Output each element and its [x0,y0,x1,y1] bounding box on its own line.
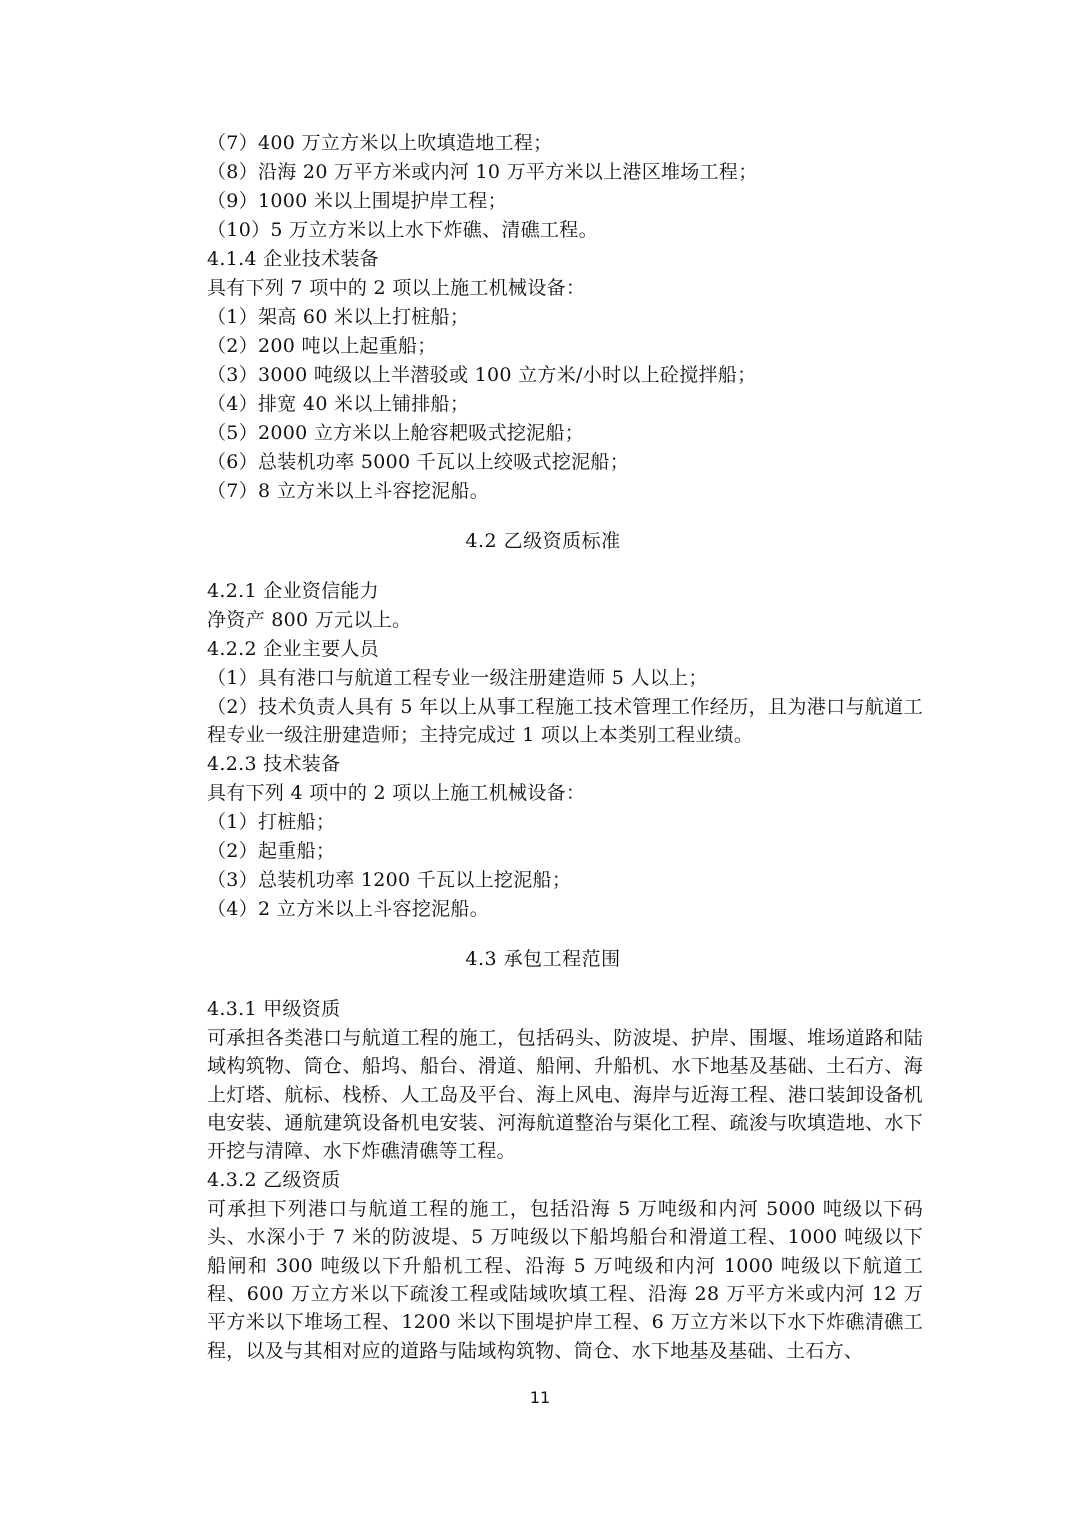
equipment-item-3: （3）3000 吨级以上半潜驳或 100 立方米/小时以上砼搅拌船； [207,364,757,386]
subsection-heading-4-3-2: 4.3.2 乙级资质 [207,1168,341,1191]
subsection-heading-4-2-1: 4.2.1 企业资信能力 [207,580,379,602]
equipment-item-5: （5）2000 立方米以上舱容耙吸式挖泥船； [207,422,585,444]
equipment-item-4: （4）排宽 40 米以上铺排船； [207,393,470,415]
equipment-b-item-3: （3）总装机功率 1200 千瓦以上挖泥船； [207,868,572,891]
subsection-heading-4-1-4: 4.1.4 企业技术装备 [207,248,379,270]
equipment-intro-4-1-4: 具有下列 7 项中的 2 项以上施工机械设备： [207,277,586,299]
grade-a-scope-text: 可承担各类港口与航道工程的施工，包括码头、防波堤、护岸、围堰、堆场道路和陆域构筑物、筒仓、船坞、船台、滑道、船闸、升船机、水下地基及基础、土石方、海上灯塔、航标、栈桥、人工岛及平台、海上风电、海岸与近海工程、港口装卸设备机电安装、通航建筑设备机电安装、河海航道整治与渠化工程、疏浚与吹填造地、水下开挖与清障、水下炸礁清礁等工程。 [207,1026,923,1163]
page-number: 11 [529,1388,551,1407]
works-item-7: （7）400 万立方米以上吹填造地工程； [207,132,553,154]
equipment-item-6: （6）总装机功率 5000 千瓦以上绞吸式挖泥船； [207,451,630,473]
equipment-item-7: （7）8 立方米以上斗容挖泥船。 [207,480,490,502]
grade-b-scope-text: 可承担下列港口与航道工程的施工，包括沿海 5 万吨级和内河 5000 吨级以下码头、水深小于 7 米的防波堤、5 万吨级以下船坞船台和滑道工程、1000 吨级以下船闸和 300 吨级以下升船机工程、沿海 5 万吨级和内河 1000 吨级以下航道工程、600 万立方米以下疏浚工程或陆域吹填工程、沿海 28 万平方米或内河 12 万平方米以下堆场工程、1200 米以下围堤护岸工程、6 万立方米以下水下炸礁清礁工程，以及与其相对应的道路与陆域构筑物、筒仓、水下地基及基础、土石方、 [207,1197,923,1362]
works-item-8: （8）沿海 20 万平方米或内河 10 万平方米以上港区堆场工程； [207,161,758,183]
personnel-item-2 [163,693,923,750]
grade-b-scope [163,1195,923,1365]
equipment-item-1: （1）架高 60 米以上打桩船； [207,306,470,328]
section-title-4-3: 4.3 承包工程范围 [465,947,621,970]
grade-a-scope [163,1024,923,1166]
page-content [163,129,923,1365]
works-item-9: （9）1000 米以上围堤护岸工程； [207,190,507,212]
section-title-4-2: 4.2 乙级资质标准 [465,530,621,552]
equipment-b-item-2: （2）起重船； [207,839,336,862]
subsection-heading-4-2-2: 4.2.2 企业主要人员 [207,638,379,660]
equipment-intro-4-2-3: 具有下列 4 项中的 2 项以上施工机械设备： [207,781,586,804]
personnel-item-2-text: （2）技术负责人具有 5 年以上从事工程施工技术管理工作经历，且为港口与航道工程专业一级注册建造师；主持完成过 1 项以上本类别工程业绩。 [207,696,923,747]
equipment-b-item-1: （1）打桩船； [207,810,336,833]
subsection-heading-4-2-3: 4.2.3 技术装备 [207,752,341,775]
subsection-heading-4-3-1: 4.3.1 甲级资质 [207,997,341,1020]
credit-text: 净资产 800 万元以上。 [207,609,412,631]
personnel-item-1: （1）具有港口与航道工程专业一级注册建造师 5 人以上； [207,667,708,689]
equipment-b-item-4: （4）2 立方米以上斗容挖泥船。 [207,897,490,920]
equipment-item-2: （2）200 吨以上起重船； [207,335,437,357]
works-item-10: （10）5 万立方米以上水下炸礁、清礁工程。 [207,219,598,241]
